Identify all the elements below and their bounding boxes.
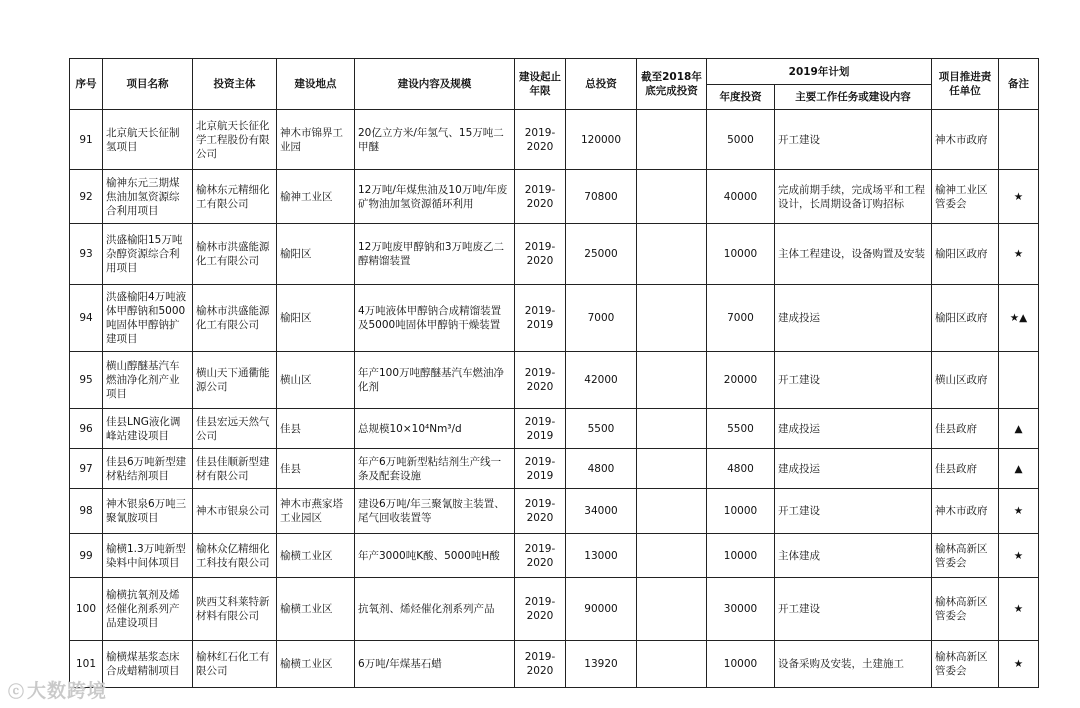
row-period: 2019-2020 xyxy=(515,489,566,534)
row-total: 42000 xyxy=(566,352,637,409)
table-row xyxy=(70,409,1039,449)
row-investor: 佳县佳顺新型建材有限公司 xyxy=(193,449,277,489)
row-unit: 榆阳区政府 xyxy=(932,224,999,285)
row-name: 洪盛榆阳15万吨杂醇资源综合利用项目 xyxy=(103,224,193,285)
row-period: 2019-2020 xyxy=(515,224,566,285)
row-content: 抗氧剂、烯烃催化剂系列产品 xyxy=(355,578,515,641)
row-seq: 93 xyxy=(70,224,103,285)
row-total: 13920 xyxy=(566,641,637,688)
row-content: 20亿立方米/年氢气、15万吨二甲醚 xyxy=(355,110,515,170)
row-total: 13000 xyxy=(566,534,637,578)
row-total: 25000 xyxy=(566,224,637,285)
row-investor: 神木市银泉公司 xyxy=(193,489,277,534)
row-seq: 99 xyxy=(70,534,103,578)
row-name: 榆神东元三期煤焦油加氢资源综合利用项目 xyxy=(103,170,193,224)
header-total: 总投资 xyxy=(566,59,637,110)
row-annual: 40000 xyxy=(707,170,775,224)
row-done xyxy=(637,352,707,409)
row-task: 设备采购及安装，土建施工 xyxy=(775,641,932,688)
table-row xyxy=(70,110,1039,170)
row-unit: 榆林高新区管委会 xyxy=(932,534,999,578)
row-total: 120000 xyxy=(566,110,637,170)
row-annual: 4800 xyxy=(707,449,775,489)
row-annual: 10000 xyxy=(707,489,775,534)
row-done xyxy=(637,534,707,578)
header-done: 截至2018年底完成投资 xyxy=(637,59,707,110)
row-task: 开工建设 xyxy=(775,489,932,534)
row-unit: 榆神工业区管委会 xyxy=(932,170,999,224)
row-task: 主体工程建设，设备购置及安装 xyxy=(775,224,932,285)
row-period: 2019-2020 xyxy=(515,641,566,688)
row-name: 洪盛榆阳4万吨液体甲醇钠和5000吨固体甲醇钠扩建项目 xyxy=(103,285,193,352)
row-done xyxy=(637,641,707,688)
row-annual: 7000 xyxy=(707,285,775,352)
row-task: 主体建成 xyxy=(775,534,932,578)
row-period: 2019-2019 xyxy=(515,409,566,449)
row-total: 7000 xyxy=(566,285,637,352)
row-done xyxy=(637,449,707,489)
row-done xyxy=(637,285,707,352)
row-unit: 榆阳区政府 xyxy=(932,285,999,352)
row-name: 佳县6万吨新型建材粘结剂项目 xyxy=(103,449,193,489)
header-content: 建设内容及规模 xyxy=(355,59,515,110)
table-row xyxy=(70,578,1039,641)
row-content: 12万吨废甲醇钠和3万吨废乙二醇精馏装置 xyxy=(355,224,515,285)
row-remark: ★ xyxy=(999,224,1039,285)
row-unit: 神木市政府 xyxy=(932,489,999,534)
row-remark: ★ xyxy=(999,578,1039,641)
row-unit: 榆林高新区管委会 xyxy=(932,641,999,688)
row-seq: 96 xyxy=(70,409,103,449)
row-location: 榆阳区 xyxy=(277,285,355,352)
row-task: 建成投运 xyxy=(775,285,932,352)
header-investor: 投资主体 xyxy=(193,59,277,110)
row-content: 12万吨/年煤焦油及10万吨/年废矿物油加氢资源循环利用 xyxy=(355,170,515,224)
row-investor: 榆林东元精细化工有限公司 xyxy=(193,170,277,224)
row-location: 榆横工业区 xyxy=(277,641,355,688)
row-total: 4800 xyxy=(566,449,637,489)
row-name: 横山醇醚基汽车燃油净化剂产业项目 xyxy=(103,352,193,409)
row-task: 建成投运 xyxy=(775,449,932,489)
row-period: 2019-2020 xyxy=(515,578,566,641)
row-done xyxy=(637,578,707,641)
row-name: 榆横煤基浆态床合成蜡精制项目 xyxy=(103,641,193,688)
row-seq: 97 xyxy=(70,449,103,489)
row-done xyxy=(637,224,707,285)
row-period: 2019-2019 xyxy=(515,449,566,489)
table-row xyxy=(70,641,1039,688)
row-remark: ▲ xyxy=(999,449,1039,489)
row-unit: 佳县政府 xyxy=(932,449,999,489)
row-remark: ▲ xyxy=(999,409,1039,449)
row-location: 榆横工业区 xyxy=(277,534,355,578)
header-name: 项目名称 xyxy=(103,59,193,110)
row-location: 佳县 xyxy=(277,409,355,449)
row-annual: 5000 xyxy=(707,110,775,170)
row-investor: 榆林众亿精细化工科技有限公司 xyxy=(193,534,277,578)
row-annual: 20000 xyxy=(707,352,775,409)
watermark xyxy=(8,676,107,703)
row-remark: ★ xyxy=(999,641,1039,688)
table-row xyxy=(70,285,1039,352)
row-investor: 横山天下通衢能源公司 xyxy=(193,352,277,409)
row-task: 开工建设 xyxy=(775,578,932,641)
header-remark: 备注 xyxy=(999,59,1039,110)
row-period: 2019-2020 xyxy=(515,352,566,409)
table-row xyxy=(70,489,1039,534)
row-remark xyxy=(999,110,1039,170)
row-seq: 94 xyxy=(70,285,103,352)
row-done xyxy=(637,110,707,170)
row-content: 总规模10×10⁴Nm³/d xyxy=(355,409,515,449)
row-seq: 100 xyxy=(70,578,103,641)
row-task: 开工建设 xyxy=(775,110,932,170)
watermark-logo-icon: ⓒ xyxy=(8,682,26,701)
row-seq: 98 xyxy=(70,489,103,534)
row-annual: 10000 xyxy=(707,641,775,688)
row-period: 2019-2020 xyxy=(515,534,566,578)
row-seq: 91 xyxy=(70,110,103,170)
row-content: 6万吨/年煤基石蜡 xyxy=(355,641,515,688)
table-row xyxy=(70,352,1039,409)
row-done xyxy=(637,170,707,224)
row-total: 70800 xyxy=(566,170,637,224)
row-content: 年产3000吨K酸、5000吨H酸 xyxy=(355,534,515,578)
project-table xyxy=(69,58,1039,688)
header-period: 建设起止年限 xyxy=(515,59,566,110)
row-unit: 横山区政府 xyxy=(932,352,999,409)
row-period: 2019-2020 xyxy=(515,110,566,170)
row-annual: 5500 xyxy=(707,409,775,449)
row-location: 榆神工业区 xyxy=(277,170,355,224)
row-investor: 榆林市洪盛能源化工有限公司 xyxy=(193,224,277,285)
row-task: 建成投运 xyxy=(775,409,932,449)
table-row xyxy=(70,449,1039,489)
row-total: 34000 xyxy=(566,489,637,534)
row-name: 佳县LNG液化调峰站建设项目 xyxy=(103,409,193,449)
row-investor: 陕西艾科莱特新材料有限公司 xyxy=(193,578,277,641)
table-body xyxy=(70,110,1039,688)
row-name: 榆横抗氧剂及烯烃催化剂系列产品建设项目 xyxy=(103,578,193,641)
row-content: 4万吨液体甲醇钠合成精馏装置及5000吨固体甲醇钠干燥装置 xyxy=(355,285,515,352)
row-name: 榆横1.3万吨新型染料中间体项目 xyxy=(103,534,193,578)
header-annual: 年度投资 xyxy=(707,85,775,110)
row-location: 佳县 xyxy=(277,449,355,489)
row-done xyxy=(637,409,707,449)
row-annual: 10000 xyxy=(707,224,775,285)
row-content: 建设6万吨/年三聚氰胺主装置、尾气回收装置等 xyxy=(355,489,515,534)
table-row xyxy=(70,170,1039,224)
row-seq: 92 xyxy=(70,170,103,224)
header-unit: 项目推进责任单位 xyxy=(932,59,999,110)
row-investor: 北京航天长征化学工程股份有限公司 xyxy=(193,110,277,170)
header-plan: 2019年计划 xyxy=(707,59,932,85)
row-remark: ★ xyxy=(999,534,1039,578)
row-location: 神木市锦界工业园 xyxy=(277,110,355,170)
row-seq: 101 xyxy=(70,641,103,688)
row-name: 北京航天长征制氢项目 xyxy=(103,110,193,170)
row-period: 2019-2020 xyxy=(515,170,566,224)
row-task: 完成前期手续，完成场平和工程设计，长周期设备订购招标 xyxy=(775,170,932,224)
row-location: 榆阳区 xyxy=(277,224,355,285)
row-period: 2019-2019 xyxy=(515,285,566,352)
row-annual: 10000 xyxy=(707,534,775,578)
row-location: 榆横工业区 xyxy=(277,578,355,641)
table-row xyxy=(70,224,1039,285)
header-seq: 序号 xyxy=(70,59,103,110)
row-total: 90000 xyxy=(566,578,637,641)
row-remark: ★ xyxy=(999,489,1039,534)
row-investor: 榆林红石化工有限公司 xyxy=(193,641,277,688)
row-location: 神木市燕家塔工业园区 xyxy=(277,489,355,534)
row-location: 横山区 xyxy=(277,352,355,409)
row-investor: 榆林市洪盛能源化工有限公司 xyxy=(193,285,277,352)
row-task: 开工建设 xyxy=(775,352,932,409)
row-investor: 佳县宏远天然气公司 xyxy=(193,409,277,449)
row-name: 神木银泉6万吨三聚氰胺项目 xyxy=(103,489,193,534)
header-location: 建设地点 xyxy=(277,59,355,110)
row-unit: 榆林高新区管委会 xyxy=(932,578,999,641)
row-total: 5500 xyxy=(566,409,637,449)
table-row xyxy=(70,534,1039,578)
row-unit: 佳县政府 xyxy=(932,409,999,449)
header-task: 主要工作任务或建设内容 xyxy=(775,85,932,110)
row-seq: 95 xyxy=(70,352,103,409)
row-done xyxy=(637,489,707,534)
watermark-text: 大数跨境 xyxy=(27,680,108,702)
row-annual: 30000 xyxy=(707,578,775,641)
row-remark: ★▲ xyxy=(999,285,1039,352)
row-content: 年产100万吨醇醚基汽车燃油净化剂 xyxy=(355,352,515,409)
row-remark xyxy=(999,352,1039,409)
row-remark: ★ xyxy=(999,170,1039,224)
row-content: 年产6万吨新型粘结剂生产线一条及配套设施 xyxy=(355,449,515,489)
row-unit: 神木市政府 xyxy=(932,110,999,170)
